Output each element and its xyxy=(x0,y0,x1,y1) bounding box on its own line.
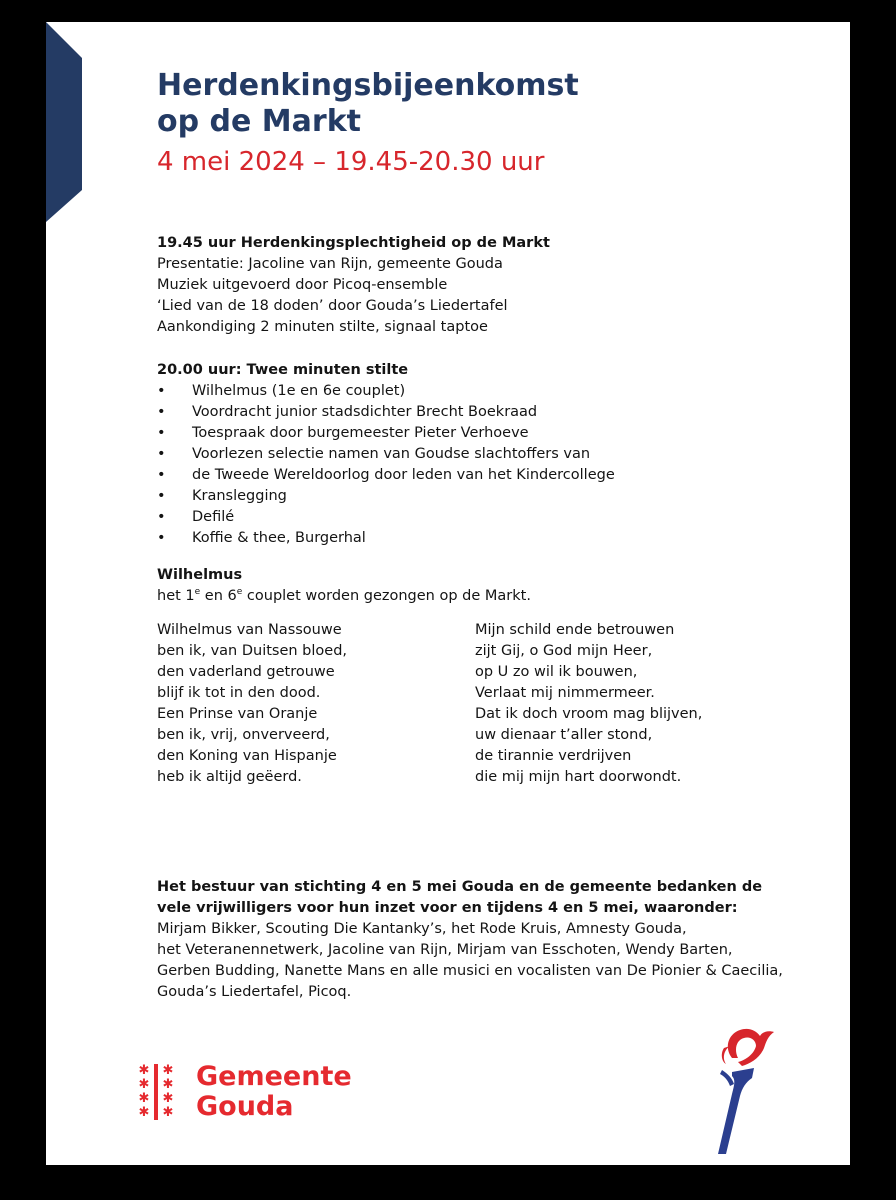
verse-line: Verlaat mij nimmermeer. xyxy=(475,685,655,701)
wilhelmus-section xyxy=(157,565,531,607)
intro-superscript: e xyxy=(194,587,201,598)
star-icon: ✱ xyxy=(138,1105,150,1120)
verse-line: Mijn schild ende betrouwen xyxy=(475,622,675,638)
verse-line: den vaderland getrouwe xyxy=(157,664,335,680)
verse-line: zijt Gij, o God mijn Heer, xyxy=(475,643,653,659)
title-line-2: op de Markt xyxy=(157,104,361,139)
verse-right xyxy=(475,620,702,788)
title-line-1: Herdenkingsbijeenkomst xyxy=(157,68,579,103)
logo-text-line-2: Gouda xyxy=(196,1091,294,1122)
page-title xyxy=(157,68,579,140)
torch-flame-icon xyxy=(702,1022,792,1162)
list-item: • Kranslegging xyxy=(157,486,615,507)
wilhelmus-heading: Wilhelmus xyxy=(157,567,243,583)
thanks-line: Het bestuur van stichting 4 en 5 mei Gouda en de gemeente bedanken de xyxy=(157,879,763,895)
star-icon: ✱ xyxy=(138,1091,150,1106)
list-item: • Toespraak door burgemeester Pieter Verhoeve xyxy=(157,423,615,444)
list-item: • Voorlezen selectie namen van Goudse slachtoffers van xyxy=(157,444,615,465)
list-item: • Voordracht junior stadsdichter Brecht Boekraad xyxy=(157,402,615,423)
list-item: • de Tweede Wereldoorlog door leden van het Kindercollege xyxy=(157,465,615,486)
star-icon: ✱ xyxy=(162,1063,174,1078)
star-icon: ✱ xyxy=(162,1077,174,1092)
program-list xyxy=(157,381,615,549)
program-section-1 xyxy=(157,233,550,338)
star-icon: ✱ xyxy=(162,1105,174,1120)
program-section-2 xyxy=(157,360,615,549)
section-1-line: ‘Lied van de 18 doden’ door Gouda’s Liedertafel xyxy=(157,298,508,314)
thanks-line: het Veteranennetwerk, Jacoline van Rijn, Mirjam van Esschoten, Wendy Barten, xyxy=(157,942,733,958)
verse-line: Dat ik doch vroom mag blijven, xyxy=(475,706,703,722)
verse-line: Wilhelmus van Nassouwe xyxy=(157,622,342,638)
section-1-heading: 19.45 uur Herdenkingsplechtigheid op de Markt xyxy=(157,235,550,251)
thanks-paragraph xyxy=(157,877,817,1003)
wilhelmus-intro xyxy=(157,586,531,607)
verse-line: heb ik altijd geëerd. xyxy=(157,769,302,785)
star-icon: ✱ xyxy=(138,1077,150,1092)
verse-line: ben ik, vrij, onverveerd, xyxy=(157,727,330,743)
intro-text: het 1 xyxy=(157,588,195,604)
section-1-line: Aankondiging 2 minuten stilte, signaal taptoe xyxy=(157,319,488,335)
thanks-line: Gouda’s Liedertafel, Picoq. xyxy=(157,984,352,1000)
list-item: • Defilé xyxy=(157,507,615,528)
thanks-line: Mirjam Bikker, Scouting Die Kantanky’s, het Rode Kruis, Amnesty Gouda, xyxy=(157,921,687,937)
section-1-line: Presentatie: Jacoline van Rijn, gemeente Gouda xyxy=(157,256,503,272)
verse-line: den Koning van Hispanje xyxy=(157,748,337,764)
section-1-line: Muziek uitgevoerd door Picoq-ensemble xyxy=(157,277,448,293)
verse-left xyxy=(157,620,347,788)
verse-line: de tirannie verdrijven xyxy=(475,748,632,764)
verse-line: uw dienaar t’aller stond, xyxy=(475,727,653,743)
page-subtitle: 4 mei 2024 – 19.45-20.30 uur xyxy=(157,147,545,177)
intro-text: en 6 xyxy=(200,588,237,604)
star-icon: ✱ xyxy=(162,1091,174,1106)
logo-text-line-1: Gemeente xyxy=(196,1061,352,1092)
verse-line: die mij mijn hart doorwondt. xyxy=(475,769,682,785)
list-item: • Wilhelmus (1e en 6e couplet) xyxy=(157,381,615,402)
verse-line: blijf ik tot in den dood. xyxy=(157,685,321,701)
corner-decoration xyxy=(46,22,86,222)
thanks-line: Gerben Budding, Nanette Mans en alle musici en vocalisten van De Pionier & Caecilia, xyxy=(157,963,783,979)
star-icon: ✱ xyxy=(138,1063,150,1078)
intro-text: couplet worden gezongen op de Markt. xyxy=(242,588,531,604)
logo-text xyxy=(196,1062,352,1122)
gemeente-gouda-logo xyxy=(134,1062,352,1122)
intro-superscript: e xyxy=(236,587,243,598)
list-item: • Koffie & thee, Burgerhal xyxy=(157,528,615,549)
section-2-heading: 20.00 uur: Twee minuten stilte xyxy=(157,362,409,378)
verse-line: op U zo wil ik bouwen, xyxy=(475,664,638,680)
thanks-line: vele vrijwilligers voor hun inzet voor en tijdens 4 en 5 mei, waaronder: xyxy=(157,900,738,916)
verse-line: ben ik, van Duitsen bloed, xyxy=(157,643,348,659)
verse-line: Een Prinse van Oranje xyxy=(157,706,318,722)
logo-stars xyxy=(134,1064,178,1120)
document-page xyxy=(46,22,850,1165)
